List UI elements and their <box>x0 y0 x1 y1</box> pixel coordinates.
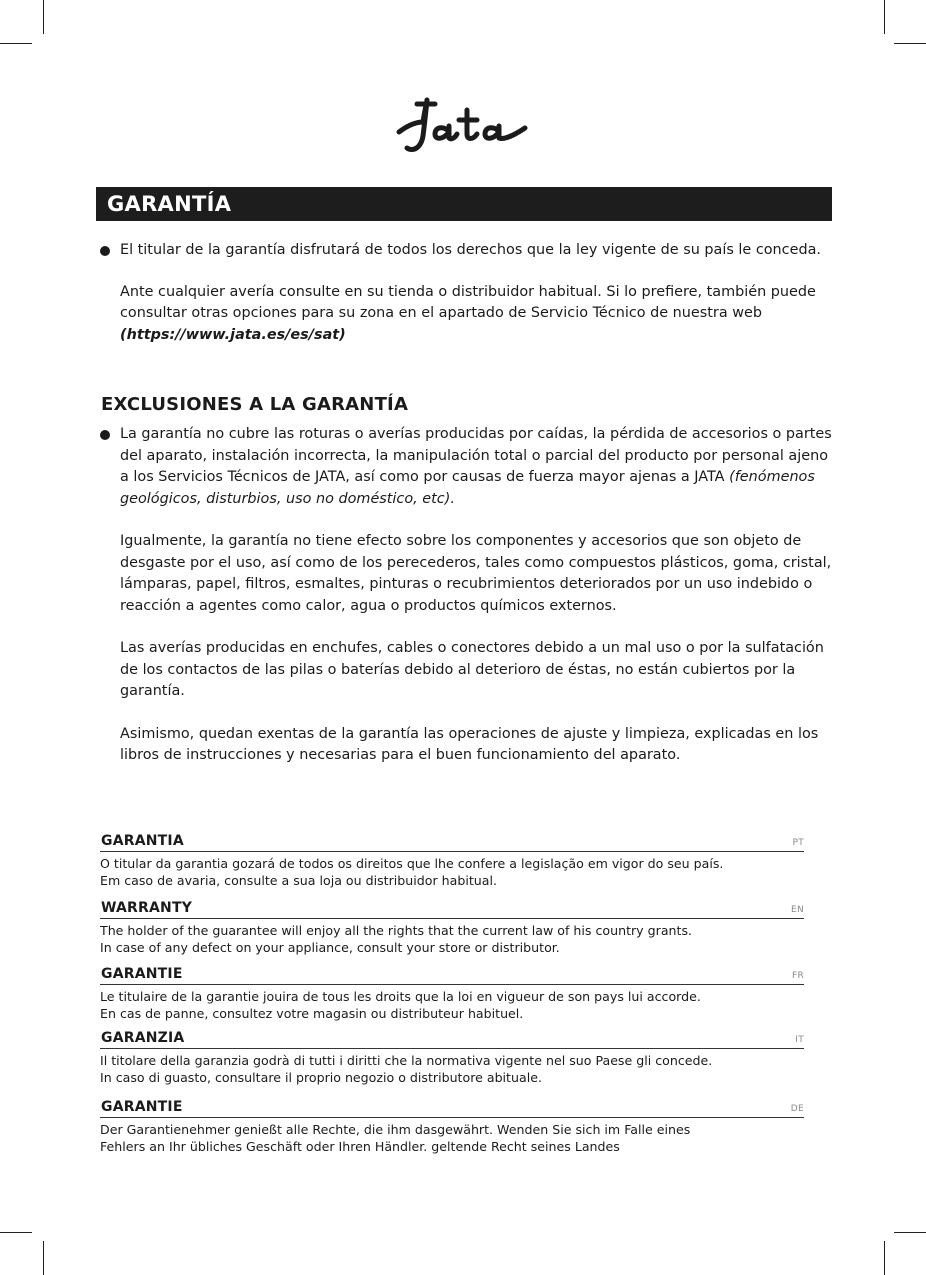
crop-mark <box>894 1232 926 1233</box>
crop-mark <box>894 43 926 44</box>
crop-mark <box>43 0 44 34</box>
language-title: GARANTIE <box>101 1099 183 1115</box>
language-title: GARANZIA <box>101 1030 185 1046</box>
language-header <box>100 964 804 985</box>
exclusions-italic-text: (fenómenos geológicos, disturbios, uso no doméstico, etc). <box>120 469 815 507</box>
language-line: En cas de panne, consultez votre magasin ou distributeur habituel. <box>100 1006 524 1021</box>
language-title: GARANTIA <box>101 833 184 849</box>
language-code: FR <box>791 971 804 981</box>
language-block-it <box>100 1028 804 1086</box>
language-block-fr <box>100 964 804 1022</box>
language-line: O titular da garantia gozará de todos os direitos que lhe confere a legislação em vigor do seu país. <box>100 856 724 871</box>
language-text <box>100 922 804 956</box>
language-block-pt <box>100 831 804 889</box>
exclusions-title: EXCLUSIONES A LA GARANTÍA <box>101 394 409 415</box>
sat-link[interactable]: (https://www.jata.es/es/sat) <box>120 326 346 343</box>
language-header <box>100 831 804 852</box>
language-text <box>100 988 804 1022</box>
language-line: The holder of the guarantee will enjoy all the rights that the current law of his country grants. <box>100 923 693 938</box>
language-block-en <box>100 898 804 956</box>
exclusions-paragraph: Asimismo, quedan exentas de la garantía las operaciones de ajuste y limpieza, explicadas en los libros de instrucciones y necesarias para el buen funcionamiento del aparato. <box>120 725 819 763</box>
language-text <box>100 1121 804 1155</box>
language-line: Em caso de avaria, consulte a sua loja ou distribuidor habitual. <box>100 873 497 888</box>
language-code: PT <box>792 838 804 848</box>
language-header <box>100 1097 804 1118</box>
language-line: Le titulaire de la garantie jouira de tous les droits que la loi en vigueur de son pays lui accorde. <box>100 989 701 1004</box>
exclusions-text: La garantía no cubre las roturas o averías producidas por caídas, la pérdida de accesorios o partes del aparato, instalación incorrecta, la manipulación total o parcial del producto por personal ajeno a los Servicios Técnicos de JATA, así como por causas de fuerza mayor ajenas a JATA <box>120 426 832 485</box>
exclusions-paragraph <box>98 424 838 510</box>
jata-logo <box>393 92 533 156</box>
language-block-de <box>100 1097 804 1155</box>
exclusions-paragraph: Igualmente, la garantía no tiene efecto sobre los componentes y accesorios que son objeto de desgaste por el uso, así como de los perecederos, tales como compuestos plásticos, goma, cristal, lámparas, papel, filtros, esmaltes, pinturas o recubrimientos deteriorados por un uso indebido o reacción a agentes como calor, agua o productos químicos externos. <box>120 533 832 614</box>
crop-mark <box>0 1232 32 1233</box>
language-text <box>100 855 804 889</box>
language-title: GARANTIE <box>101 966 183 982</box>
language-line: Der Garantienehmer genießt alle Rechte, die ihm dasgewährt. Wenden Sie sich im Falle eines <box>100 1122 691 1137</box>
language-code: EN <box>790 905 804 915</box>
warranty-text: Ante cualquier avería consulte en su tienda o distribuidor habitual. Si lo prefiere, también puede consultar otras opciones para su zona en el apartado de Servicio Técnico de nuestra web <box>120 283 816 321</box>
warranty-paragraph: El titular de la garantía disfrutará de todos los derechos que la ley vigente de su país le conceda. <box>98 240 838 262</box>
language-line: Il titolare della garanzia godrà di tutti i diritti che la normativa vigente nel suo Paese gli concede. <box>100 1053 713 1068</box>
warranty-section <box>98 240 838 346</box>
language-line: In caso di guasto, consultare il proprio negozio o distributore abituale. <box>100 1070 542 1085</box>
warranty-title-banner: GARANTÍA <box>96 187 832 221</box>
crop-mark <box>0 43 32 44</box>
crop-mark <box>884 1241 885 1275</box>
language-text <box>100 1052 804 1086</box>
language-header <box>100 1028 804 1049</box>
warranty-paragraph <box>98 282 838 347</box>
language-code: IT <box>795 1035 804 1045</box>
language-line: Fehlers an Ihr übliches Geschäft oder Ihren Händler. geltende Recht seines Landes <box>100 1139 620 1154</box>
language-line: In case of any defect on your appliance, consult your store or distributor. <box>100 940 560 955</box>
exclusions-paragraph: Las averías producidas en enchufes, cables o conectores debido a un mal uso o por la sulfatación de los contactos de las pilas o baterías debido al deterioro de éstas, no están cubiertos por la garantía. <box>120 640 824 699</box>
crop-mark <box>43 1241 44 1275</box>
crop-mark <box>884 0 885 34</box>
language-code: DE <box>790 1104 804 1114</box>
language-title: WARRANTY <box>101 900 193 916</box>
language-header <box>100 898 804 919</box>
exclusions-section <box>98 424 838 767</box>
